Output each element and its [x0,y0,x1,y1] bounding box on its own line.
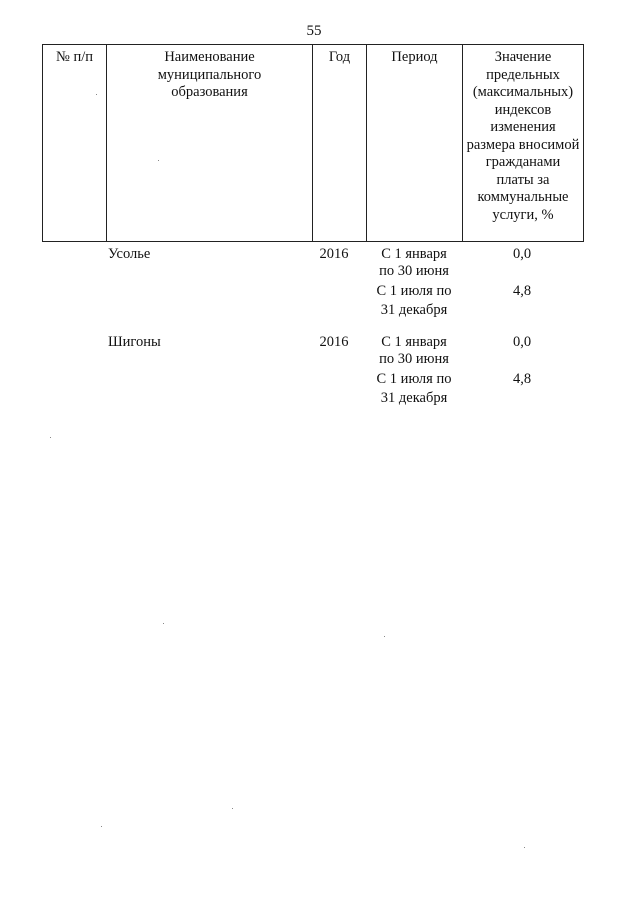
period-start-line: С 1 июля по [376,283,452,299]
index-value: 4,8 [512,371,532,387]
period-end-line: 31 декабря [380,390,448,406]
scan-speck [101,826,102,827]
header-year: Год [313,45,367,242]
header-row [43,45,584,242]
header-municipality: Наименование муниципального образования [107,45,313,242]
page-number: 55 [306,23,322,39]
scan-speck [163,623,164,624]
scan-speck [50,437,51,438]
scan-speck [384,636,385,637]
municipality-name: Усолье [108,246,151,262]
municipality-name: Шигоны [108,334,161,350]
table-header [42,44,584,242]
period-end-line: 31 декабря [380,302,448,318]
scan-speck [232,808,233,809]
period-start-line: С 1 января [381,246,447,262]
period-start-line: С 1 июля по [376,371,452,387]
index-value: 4,8 [512,283,532,299]
header-index-value: Значение предельных (максимальных) индексов изменения размера вносимой гражданами платы за коммунальные услуги, % [463,45,584,242]
header-number: № п/п [43,45,107,242]
period-end-line: по 30 июня [379,263,449,279]
period-end-line: по 30 июня [379,351,449,367]
period-start-line: С 1 января [381,334,447,350]
scan-speck [96,94,97,95]
year-value: 2016 [319,334,349,350]
index-value: 0,0 [512,334,532,350]
header-period: Период [367,45,463,242]
scan-speck [524,847,525,848]
year-value: 2016 [319,246,349,262]
scan-speck [158,160,159,161]
index-value: 0,0 [512,246,532,262]
